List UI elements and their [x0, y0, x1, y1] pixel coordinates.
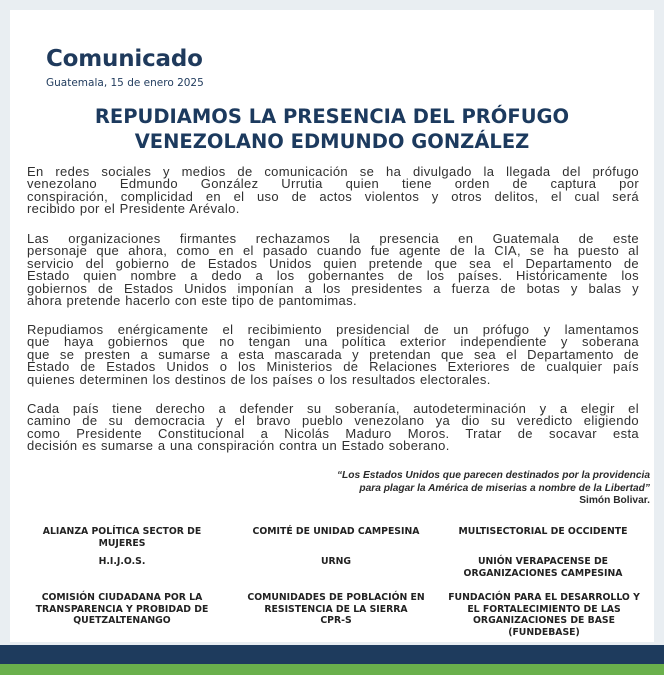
- paragraph-line: gobiernos de Estados Unidos imponían a los presidentes a fuerza de botas y balas y: [27, 280, 639, 296]
- org-line: ORGANIZACIONES CAMPESINA: [463, 567, 623, 579]
- org-alianza-politica: [22, 526, 222, 549]
- org-line: RESISTENCIA DE LA SIERRA: [264, 603, 408, 615]
- paragraph-1: [27, 166, 639, 216]
- org-cpr-sierra: [230, 592, 442, 627]
- paragraph-line: camino de su democracia y el bravo pueblo venezolano ya dio su veredicto eligiendo: [27, 413, 639, 429]
- org-multisectorial-occidente: [438, 526, 648, 538]
- org-line: MUJERES: [98, 537, 146, 549]
- org-line: EL FORTALECIMIENTO DE LAS: [467, 603, 621, 615]
- paragraph-line: que se presten a sumarse a esta mascarada y pretendan que sea el Departamento de: [27, 346, 639, 362]
- headline-line-2: VENEZOLANO EDMUNDO GONZÁLEZ: [134, 130, 530, 153]
- paragraph-4: [27, 403, 639, 453]
- paragraph-line: decisión es sumarse a una conspiración contra un Estado soberano.: [27, 438, 450, 454]
- org-union-verapacense: [438, 556, 648, 579]
- org-urng: [236, 556, 436, 568]
- org-line: H.I.J.O.S.: [98, 556, 146, 567]
- paragraph-line: Estado de Estados Unidos o los Ministerios de Relaciones Exteriores de cualquier país: [27, 359, 639, 375]
- paragraph-line: quienes determinen los destinos de los países o los resultados electorales.: [27, 371, 491, 387]
- org-line: UNIÓN VERAPACENSE DE: [477, 556, 609, 567]
- org-comision-ciudadana: [22, 592, 222, 627]
- org-line: (FUNDEBASE): [508, 626, 580, 638]
- footer-navy-bar: [0, 645, 664, 664]
- org-line: TRANSPARENCIA Y PROBIDAD DE: [35, 603, 209, 615]
- quote-line-1: “Los Estados Unidos que parecen destinados por la providencia: [336, 470, 650, 481]
- org-line: COMITÉ DE UNIDAD CAMPESINA: [252, 526, 420, 537]
- paragraph-line: En redes sociales y medios de comunicación se ha divulgado la llegada del prófugo: [27, 164, 639, 179]
- org-line: CPR-S: [320, 615, 352, 627]
- quote-author: Simón Bolivar.: [579, 495, 650, 507]
- org-hijos: [22, 556, 222, 568]
- paragraph-line: Cada país tiene derecho a defender su soberanía, autodeterminación y a elegir el: [27, 401, 639, 416]
- headline-line-1: REPUDIAMOS LA PRESENCIA DEL PRÓFUGO: [94, 105, 570, 128]
- paragraph-line: ahora pretende hacerlo con este tipo de pantomimas.: [27, 292, 357, 308]
- quote-line-2: para plagar la América de miserias a nombre de la Libertad”: [359, 482, 650, 494]
- org-line: COMUNIDADES DE POBLACIÓN EN: [247, 592, 425, 603]
- paragraph-line: servicio del gobierno de Estados Unidos quien pretende que sea el Departamento de: [27, 255, 639, 271]
- org-line: FUNDACIÓN PARA EL DESARROLLO Y: [448, 592, 640, 603]
- org-line: ORGANIZACIONES DE BASE: [473, 615, 615, 627]
- org-line: MULTISECTORIAL DE OCCIDENTE: [458, 526, 628, 537]
- paragraph-2: [27, 233, 639, 307]
- org-fundebase: [438, 592, 650, 638]
- org-line: URNG: [320, 556, 352, 567]
- paragraph-line: Estado quien nombre a dedo a los gobernantes de los países. Históricamente los: [27, 268, 639, 284]
- paragraph-line: conspiración, complicidad en el uso de actos violentos y otros delitos, el cual será: [27, 188, 639, 204]
- paragraph-line: Las organizaciones firmantes rechazamos la presencia en Guatemala de este: [27, 231, 639, 246]
- headline: [0, 104, 664, 154]
- bolivar-quote: [290, 470, 650, 508]
- org-line: COMISIÓN CIUDADANA POR LA: [41, 592, 203, 603]
- paragraph-line: recibido por el Presidente Arévalo.: [27, 201, 240, 217]
- footer-green-bar: [0, 664, 664, 675]
- org-line: ALIANZA POLÍTICA SECTOR DE: [42, 526, 202, 537]
- paragraph-line: personaje que ahora, como en el pasado cuando fue agente de la CIA, se ha puesto al: [27, 243, 639, 259]
- paragraph-line: Repudiamos enérgicamente el recibimiento presidencial de un prófugo y lamentamos: [27, 322, 639, 337]
- org-comite-unidad-campesina: [236, 526, 436, 538]
- paragraph-3: [27, 324, 639, 386]
- communique-title: Comunicado: [46, 46, 203, 72]
- paragraph-line: venezolano Edmundo González Urrutia quien tiene orden de captura por: [27, 176, 639, 192]
- communique-date: Guatemala, 15 de enero 2025: [46, 77, 204, 89]
- paragraph-line: que haya gobiernos que no tengan una política exterior independiente y soberana: [27, 334, 639, 350]
- org-line: QUETZALTENANGO: [73, 615, 171, 627]
- paragraph-line: como Presidente Constitucional a Nicolás Maduro Moros. Tratar de socavar esta: [27, 425, 639, 441]
